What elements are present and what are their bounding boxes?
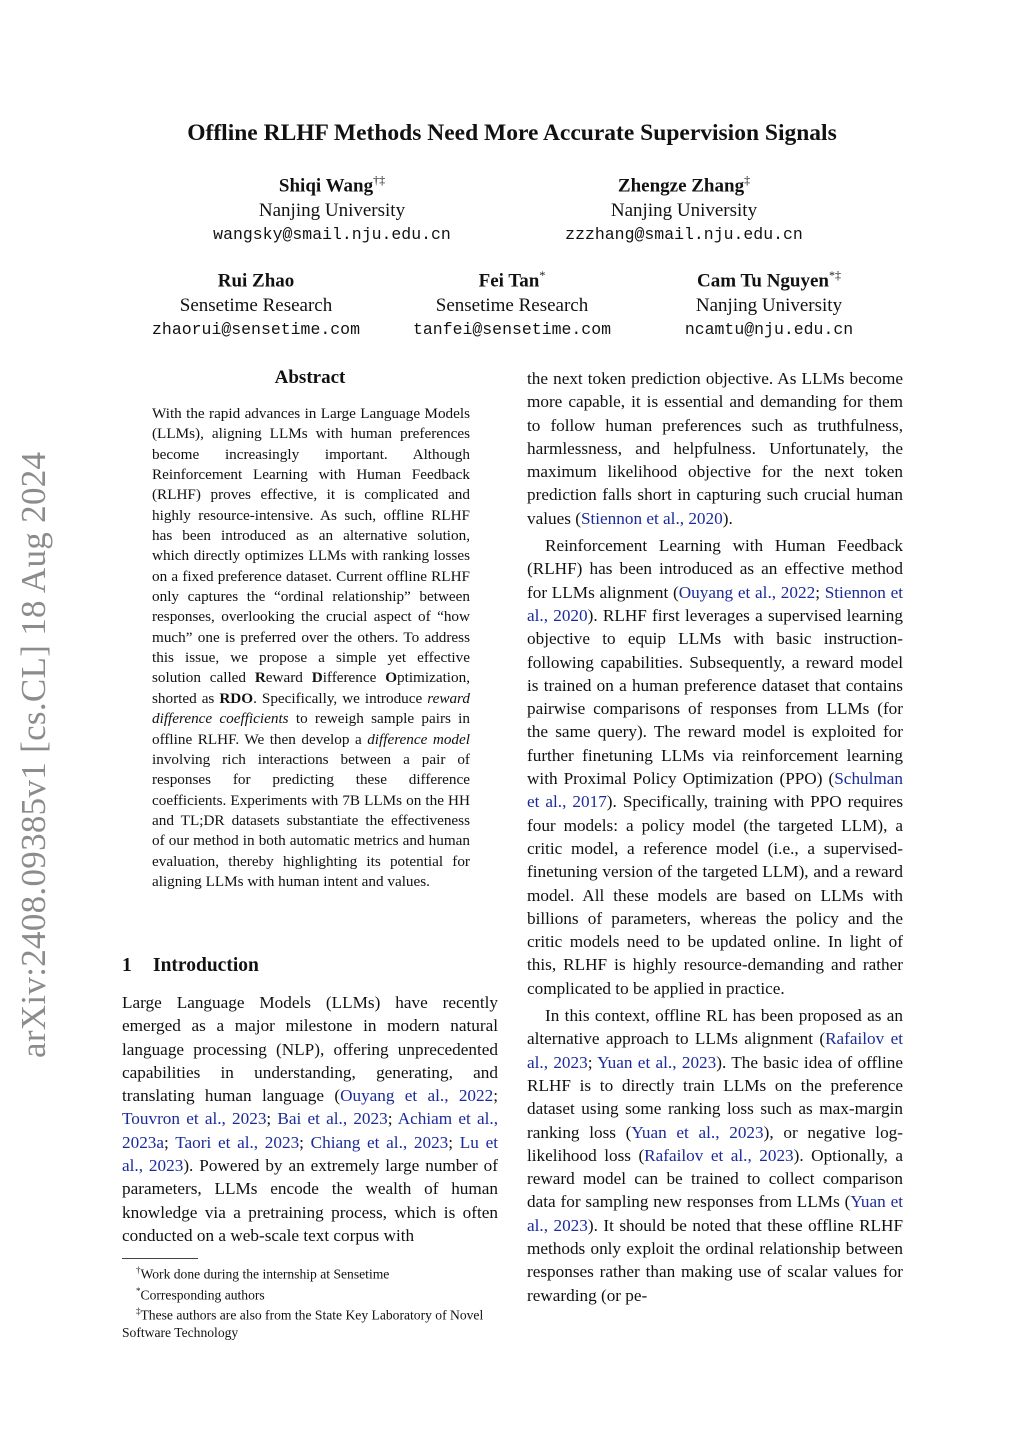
body-text: ). — [722, 508, 733, 528]
body-text: ). RLHF first leverages a supervised learning objective to equip LLMs with basic instruction-following capabilities. Subsequently, a reward model is trained on a human preference dataset that contains pairwise comparisons of responses from LLMs (for the same query). The reward model is exploited for further finetuning LLMs via reinforcement learning with Proximal Policy Optimization (PPO) ( — [527, 605, 903, 789]
intro-paragraph-2 — [527, 534, 903, 1000]
abstract-heading: Abstract — [274, 367, 346, 388]
author-affiliation: Sensetime Research — [179, 294, 333, 316]
abstract-italic: difference model — [367, 730, 470, 748]
body-text: ), or negative log-likelihood loss ( — [527, 1122, 903, 1165]
citation-link[interactable]: Ouyang et al., 2022 — [340, 1086, 494, 1106]
body-text: ; — [266, 1109, 278, 1129]
body-text: ). It should be noted that these offline RLHF methods only exploit the ordinal relationship between responses rather than making use of scalar values for rewarding (or pe- — [527, 1215, 903, 1305]
citation-link[interactable]: Bai et al., 2023 — [277, 1109, 388, 1129]
left-column-text — [122, 991, 498, 1247]
intro-paragraph-1-continued — [527, 367, 903, 530]
citation-link[interactable]: Stiennon et al., 2020 — [527, 582, 903, 625]
citation-link[interactable]: Rafailov et al., 2023 — [527, 1029, 903, 1072]
author-name: Zhengze Zhang — [617, 175, 745, 197]
abstract-emphasis: D — [311, 669, 323, 687]
author-mark: ‡ — [744, 173, 751, 187]
section-number: 1 — [122, 955, 132, 976]
body-text: the next token prediction objective. As LLMs become more capable, it is essential and demanding for them to follow human preferences such as truthfulness, harmlessness, and helpfulness. Unfortunately, the maximum likelihood objective for the next token prediction falls short in capturing such crucial human values ( — [527, 369, 903, 528]
abstract-body — [152, 404, 470, 892]
author-email[interactable]: zzzhang@smail.nju.edu.cn — [565, 225, 803, 245]
body-text: ; — [387, 1109, 398, 1129]
body-text: ; — [815, 582, 825, 602]
right-column-text — [527, 367, 903, 1307]
abstract-text: . Specifically, we introduce — [253, 689, 428, 707]
author-email[interactable]: zhaorui@sensetime.com — [152, 320, 360, 340]
body-text: ; — [448, 1132, 460, 1152]
body-text: ). Specifically, training with PPO requires four models: a policy model (the targeted LLM), a critic model, a reference model (i.e., a supervised-finetuning version of the targeted LLM), and a reward model. All these models are based on LLMs with billions of parameters, whereas the policy and the critic models need to be updated online. In light of this, RLHF is highly resource-demanding and rather complicated to be applied in practice. — [527, 792, 904, 998]
author-email[interactable]: ncamtu@nju.edu.cn — [684, 320, 854, 340]
abstract-text: to reweigh sample pairs in offline RLHF. We then develop a — [152, 710, 470, 748]
section-title: Introduction — [153, 955, 259, 976]
citation-link[interactable]: Achiam et al., 2023a — [122, 1109, 499, 1152]
abstract-text: involving rich interactions between a pair of responses for predicting these difference coefficients. Experiments with 7B LLMs on the HH and TL;DR datasets substantiate the effectiveness of our method in both automatic metrics and human evaluation, thereby highlighting its potential for aligning LLMs with human intent and values. — [152, 750, 470, 890]
intro-paragraph-1 — [122, 991, 498, 1247]
abstract-text: ptimization, shorted as — [152, 669, 470, 707]
author-mark: *‡ — [829, 268, 841, 282]
citation-link[interactable]: Yuan et al., 2023 — [597, 1052, 717, 1072]
body-text: ; — [587, 1052, 598, 1072]
body-text: ; — [299, 1132, 311, 1152]
footnote-text: Work done during the internship at Sensetime — [140, 1266, 390, 1282]
author-name: Cam Tu Nguyen — [697, 270, 829, 292]
citation-link[interactable]: Lu et al., 2023 — [122, 1132, 498, 1176]
abstract-text: ifference — [322, 669, 386, 687]
body-text: Large Language Models (LLMs) have recently emerged as a major milestone in modern natural language processing (NLP), offering unprecedented capabilities in understanding, generating, and translating human language ( — [122, 993, 498, 1106]
abstract-paragraph — [152, 404, 470, 892]
abstract-text: eward — [265, 669, 312, 687]
footnote-divider — [122, 1258, 198, 1259]
footnote — [122, 1303, 502, 1341]
author-name: Shiqi Wang — [278, 175, 374, 197]
author-block — [579, 263, 959, 343]
body-text: In this context, offline RL has been proposed as an alternative approach to LLMs alignment ( — [527, 1006, 903, 1049]
citation-link[interactable]: Touvron et al., 2023 — [122, 1109, 267, 1129]
author-affiliation: Nanjing University — [610, 199, 758, 221]
author-affiliation: Sensetime Research — [435, 294, 589, 316]
citation-link[interactable]: Yuan et al., 2023 — [527, 1192, 903, 1235]
arxiv-identifier: arXiv:2408.09385v1 [cs.CL] 18 Aug 2024 — [14, 451, 53, 1058]
citation-link[interactable]: Ouyang et al., 2022 — [678, 582, 816, 602]
footnote-mark: * — [136, 1285, 141, 1296]
abstract-emphasis: O — [385, 669, 398, 687]
footnote-text: These authors are also from the State Key Laboratory of Novel Software Technology — [122, 1308, 484, 1341]
footnote — [122, 1262, 502, 1283]
abstract-emphasis: RDO — [219, 689, 254, 707]
abstract-text: With the rapid advances in Large Language Models (LLMs), aligning LLMs with human preferences become increasingly important. Although Reinforcement Learning with Human Feedback (RLHF) proves effective, it is complicated and highly resource-intensive. As such, offline RLHF has been introduced as an alternative solution, which directly optimizes LLMs with ranking losses on a fixed preference dataset. Current offline RLHF only captures the “ordinal relationship” between responses, overlooking the crucial aspect of “how much” one is preferred over the others. To address this issue, we propose a simple yet effective solution called — [152, 405, 470, 687]
abstract-emphasis: R — [254, 669, 266, 687]
citation-link[interactable]: Rafailov et al., 2023 — [644, 1145, 794, 1165]
author-name: Rui Zhao — [217, 270, 295, 292]
author-name: Fei Tan — [478, 270, 540, 292]
section-heading-introduction — [122, 955, 259, 977]
author-mark: †‡ — [373, 173, 386, 187]
abstract-italic: reward difference coefficients — [152, 689, 470, 728]
intro-paragraph-3 — [527, 1004, 903, 1307]
author-affiliation: Nanjing University — [258, 199, 406, 221]
citation-link[interactable]: Schulman et al., 2017 — [527, 769, 903, 812]
citation-link[interactable]: Yuan et al., 2023 — [631, 1122, 764, 1142]
author-mark: * — [539, 268, 546, 282]
author-affiliation: Nanjing University — [695, 294, 843, 316]
body-text: Reinforcement Learning with Human Feedback (RLHF) has been introduced as an effective method for LLMs alignment ( — [527, 536, 903, 602]
body-text: ; — [493, 1086, 498, 1106]
paper-title: Offline RLHF Methods Need More Accurate Supervision Signals — [187, 120, 837, 146]
author-block — [142, 168, 522, 248]
body-text: ). Powered by an extremely large number of parameters, LLMs encode the wealth of human knowledge via a pretraining process, which is often conducted on a web-scale text corpus with — [122, 1156, 498, 1245]
author-email[interactable]: tanfei@sensetime.com — [412, 320, 612, 340]
body-text: ). The basic idea of offline RLHF is to directly train LLMs on the preference dataset using some ranking loss such as max-margin ranking loss ( — [527, 1052, 904, 1142]
footnote-text: Corresponding authors — [140, 1287, 265, 1303]
citation-link[interactable]: Chiang et al., 2023 — [310, 1132, 449, 1152]
footnote — [122, 1283, 502, 1304]
footnote-mark: † — [136, 1265, 141, 1275]
author-email[interactable]: wangsky@smail.nju.edu.cn — [213, 225, 451, 245]
author-block — [494, 168, 874, 248]
body-text: ; — [164, 1132, 176, 1152]
citation-link[interactable]: Taori et al., 2023 — [175, 1132, 300, 1152]
citation-link[interactable]: Stiennon et al., 2020 — [580, 508, 723, 528]
footnote-mark: ‡ — [136, 1306, 141, 1317]
body-text: ). Optionally, a reward model can be trained to collect comparison data for sampling new responses from LLMs ( — [527, 1145, 903, 1212]
footnotes — [122, 1262, 502, 1341]
